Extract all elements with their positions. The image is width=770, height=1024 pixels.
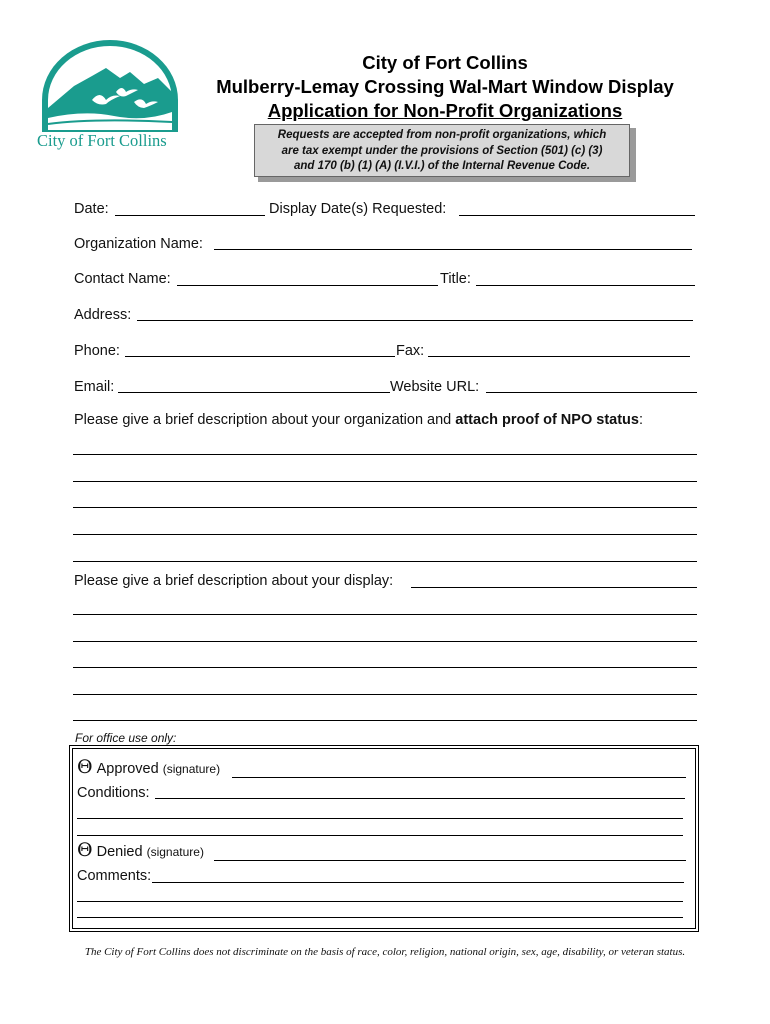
npo-proof-emphasis: attach proof of NPO status: [455, 412, 639, 428]
display-description-line[interactable]: [73, 694, 697, 695]
eligibility-notice: [254, 124, 630, 177]
approved-signature-note: (signature): [162, 762, 221, 776]
display-description-prompt: Please give a brief description about your display:: [74, 573, 394, 589]
address-field[interactable]: [137, 320, 693, 321]
conditions-line[interactable]: [77, 818, 683, 819]
website-label: Website URL:: [390, 379, 480, 395]
display-dates-label: Display Date(s) Requested:: [269, 201, 447, 217]
page-title-line3: Application for Non-Profit Organizations: [267, 100, 623, 121]
approved-signature-field[interactable]: [232, 777, 686, 778]
denied-label: Denied: [96, 844, 143, 860]
comments-line[interactable]: [77, 917, 683, 918]
denied-signature-note: (signature): [146, 845, 204, 859]
email-label: Email:: [74, 379, 115, 395]
comments-line[interactable]: [152, 882, 684, 883]
display-dates-field[interactable]: [459, 215, 695, 216]
denied-checkbox-icon[interactable]: Θ: [77, 839, 93, 861]
org-description-line[interactable]: [73, 561, 697, 562]
website-field[interactable]: [486, 392, 697, 393]
display-description-line[interactable]: [73, 720, 697, 721]
phone-field[interactable]: [125, 356, 395, 357]
fax-field[interactable]: [428, 356, 690, 357]
org-description-prompt-end: :: [638, 412, 643, 428]
nondiscrimination-statement: The City of Fort Collins does not discriminate on the basis of race, color, religion, national origin, sex, age, disability, or veteran status.: [84, 946, 686, 958]
notice-line1: Requests are accepted from non-profit organizations, which: [277, 129, 607, 141]
approved-label: Approved: [96, 761, 159, 777]
notice-line3: and 170 (b) (1) (A) (I.V.I.) of the Internal Revenue Code.: [293, 160, 591, 172]
address-label: Address:: [74, 307, 132, 323]
date-field[interactable]: [115, 215, 265, 216]
org-description-line[interactable]: [73, 507, 697, 508]
org-description-line[interactable]: [73, 534, 697, 535]
org-description-prompt: [74, 411, 643, 429]
approved-checkbox-icon[interactable]: Θ: [77, 756, 93, 778]
display-description-line[interactable]: [411, 587, 697, 588]
title-field[interactable]: [476, 285, 695, 286]
page-title-line2: Mulberry-Lemay Crossing Wal-Mart Window Display: [216, 76, 674, 97]
conditions-label: Conditions:: [77, 785, 150, 801]
display-description-line[interactable]: [73, 614, 697, 615]
fax-label: Fax:: [396, 343, 425, 359]
approved-row: [77, 758, 220, 778]
org-description-line[interactable]: [73, 454, 697, 455]
comments-line[interactable]: [77, 901, 683, 902]
contact-name-label: Contact Name:: [74, 271, 171, 287]
denied-signature-field[interactable]: [214, 860, 686, 861]
conditions-line[interactable]: [155, 798, 685, 799]
email-field[interactable]: [118, 392, 390, 393]
title-label: Title:: [440, 271, 471, 287]
org-description-line[interactable]: [73, 481, 697, 482]
org-name-label: Organization Name:: [74, 236, 203, 252]
contact-name-field[interactable]: [177, 285, 438, 286]
page-title-line1: City of Fort Collins: [362, 52, 528, 73]
display-description-line[interactable]: [73, 667, 697, 668]
date-label: Date:: [74, 201, 109, 217]
phone-label: Phone:: [74, 343, 120, 359]
comments-label: Comments:: [77, 868, 152, 884]
org-name-field[interactable]: [214, 249, 692, 250]
org-description-prompt-text: Please give a brief description about your organization and: [74, 412, 452, 428]
denied-row: [77, 841, 204, 861]
logo-text: City of Fort Collins: [37, 131, 167, 150]
display-description-line[interactable]: [73, 641, 697, 642]
notice-line2: are tax exempt under the provisions of Section (501) (c) (3): [281, 144, 603, 157]
office-use-label: For office use only:: [75, 731, 177, 745]
conditions-line[interactable]: [77, 835, 683, 836]
